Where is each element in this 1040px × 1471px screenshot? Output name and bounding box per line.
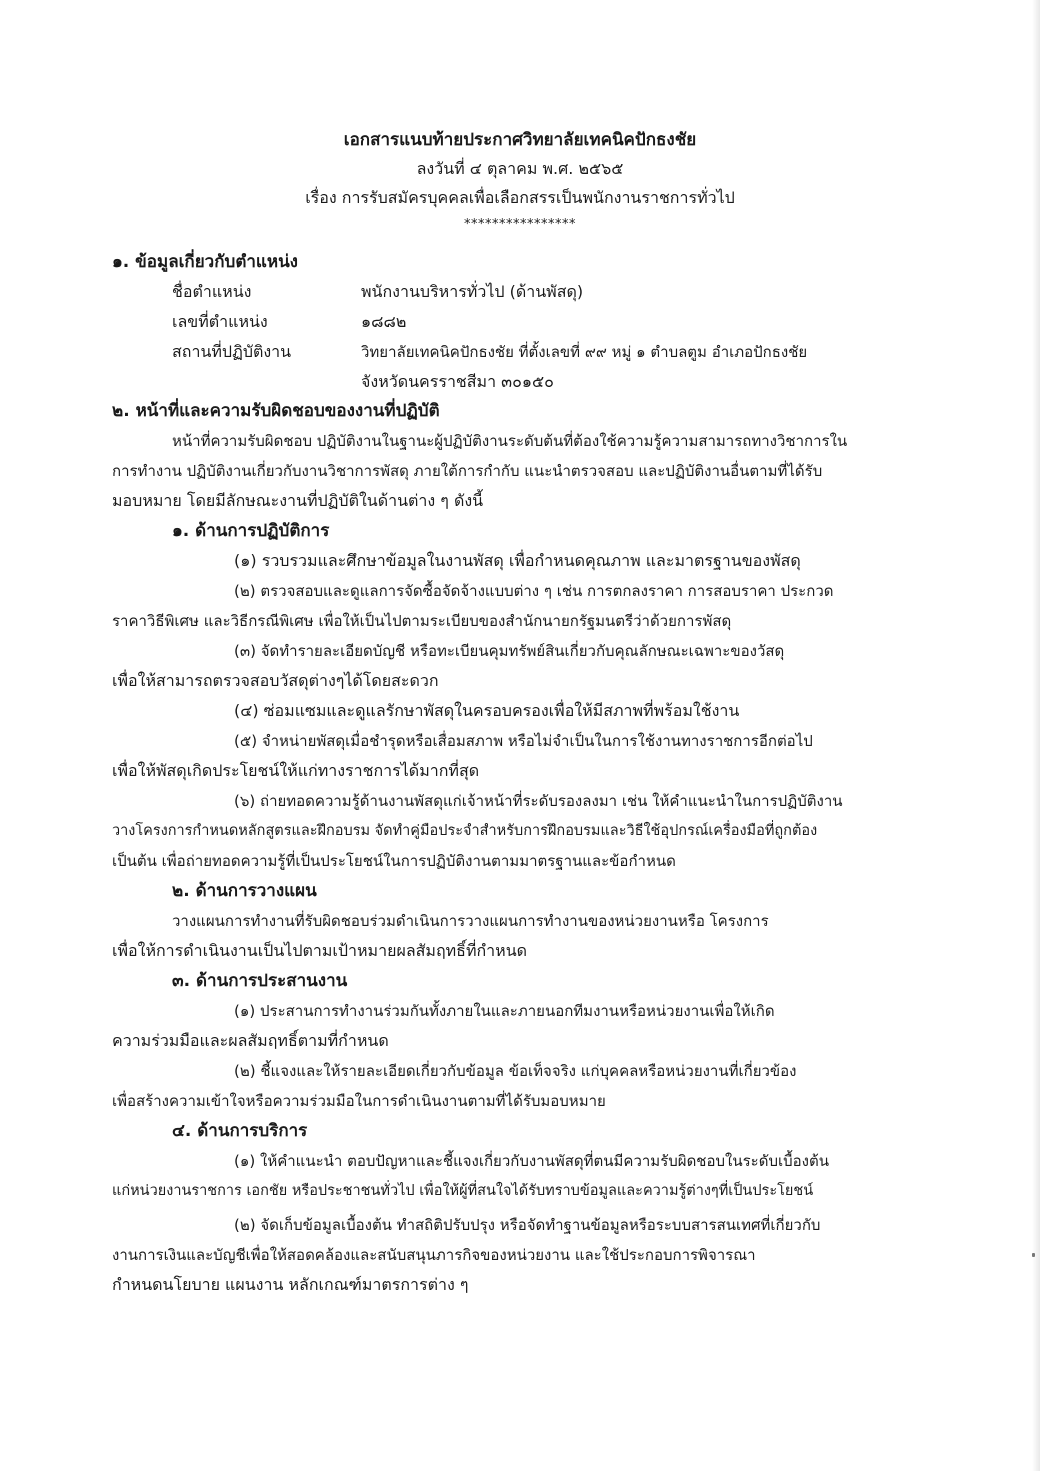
label-position-name: ชื่อตำแหน่ง [172, 282, 252, 301]
planning-text: เพื่อให้การดำเนินงานเป็นไปตามเป้าหมายผลสัมฤทธิ์ที่กำหนด [112, 941, 528, 960]
subsection-service-heading: ๔. ด้านการบริการ [172, 1121, 308, 1141]
duty-item-continued: เพื่อให้พัสดุเกิดประโยชน์ให้แก่ทางราชการได้มากที่สุด [112, 761, 480, 780]
value-position-name: พนักงานบริหารทั่วไป (ด้านพัสดุ) [361, 282, 584, 301]
duty-item: (๕) จำหน่ายพัสดุเมื่อชำรุดหรือเสื่อมสภาพ หรือไม่จำเป็นในการใช้งานทางราชการอีกต่อไป [234, 732, 813, 750]
document-subject: เรื่อง การรับสมัครบุคคลเพื่อเลือกสรรเป็นพนักงานราชการทั่วไป [305, 188, 735, 207]
subsection-coordination-heading: ๓. ด้านการประสานงาน [172, 971, 348, 991]
scan-speck [1032, 1253, 1035, 1257]
duty-item: (๓) จัดทำรายละเอียดบัญชี หรือทะเบียนคุมทรัพย์สินเกี่ยวกับคุณลักษณะเฉพาะของวัสดุ [234, 642, 785, 660]
label-position-number: เลขที่ตำแหน่ง [172, 312, 268, 331]
duty-item: (๔) ซ่อมแซมและดูแลรักษาพัสดุในครอบครองเพื่อให้มีสภาพที่พร้อมใช้งาน [234, 701, 740, 720]
duty-item: (๒) ตรวจสอบและดูแลการจัดซื้อจัดจ้างแบบต่าง ๆ เช่น การตกลงราคา การสอบราคา ประกวด [234, 582, 834, 600]
duty-item-continued: วางโครงการกำหนดหลักสูตรและฝึกอบรม จัดทำคู่มือประจำสำหรับการฝึกอบรมและวิธีใช้อุปกรณ์เครื่องมือที่ถูกต้อง [112, 823, 818, 839]
value-workplace-province: จังหวัดนครราชสีมา ๓๐๑๕๐ [361, 372, 554, 391]
document-date: ลงวันที่ ๔ ตุลาคม พ.ศ. ๒๕๖๕ [416, 159, 624, 178]
label-workplace: สถานที่ปฏิบัติงาน [172, 342, 292, 361]
duty-item-continued: เพื่อให้สามารถตรวจสอบวัสดุต่างๆได้โดยสะดวก [112, 671, 439, 690]
planning-text: วางแผนการทำงานที่รับผิดชอบร่วมดำเนินการวางแผนการทำงานของหน่วยงานหรือ โครงการ [172, 912, 769, 930]
section-1-heading: ๑. ข้อมูลเกี่ยวกับตำแหน่ง [112, 252, 298, 272]
separator-stars: **************** [464, 217, 576, 232]
value-workplace: วิทยาลัยเทคนิคปักธงชัย ที่ตั้งเลขที่ ๙๙ หมู่ ๑ ตำบลตูม อำเภอปักธงชัย [361, 343, 808, 361]
coordination-item-continued: เพื่อสร้างความเข้าใจหรือความร่วมมือในการดำเนินงานตามที่ได้รับมอบหมาย [112, 1092, 606, 1110]
subsection-planning-heading: ๒. ด้านการวางแผน [172, 881, 317, 901]
coordination-item: (๒) ชี้แจงและให้รายละเอียดเกี่ยวกับข้อมูล ข้อเท็จจริง แก่บุคคลหรือหน่วยงานที่เกี่ยวข้อง [234, 1062, 797, 1080]
document-title: เอกสารแนบท้ายประกาศวิทยาลัยเทคนิคปักธงชัย [343, 130, 697, 150]
coordination-item: (๑) ประสานการทำงานร่วมกันทั้งภายในและภายนอกทีมงานหรือหน่วยงานเพื่อให้เกิด [234, 1002, 775, 1020]
service-item: (๑) ให้คำแนะนำ ตอบปัญหาและชี้แจงเกี่ยวกับงานพัสดุที่ตนมีความรับผิดชอบในระดับเบื้องต้น [234, 1152, 829, 1170]
duty-item: (๖) ถ่ายทอดความรู้ด้านงานพัสดุแก่เจ้าหน้าที่ระดับรองลงมา เช่น ให้คำแนะนำในการปฏิบัติงาน [234, 792, 843, 810]
section-2-heading: ๒. หน้าที่และความรับผิดชอบของงานที่ปฏิบัติ [112, 401, 440, 421]
coordination-item-continued: ความร่วมมือและผลสัมฤทธิ์ตามที่กำหนด [112, 1031, 389, 1050]
value-position-number: ๑๘๘๒ [361, 312, 407, 331]
service-item-continued: งานการเงินและบัญชีเพื่อให้สอดคล้องและสนับสนุนภารกิจของหน่วยงาน และใช้ประกอบการพิจารณา [112, 1246, 756, 1264]
service-item-continued: กำหนดนโยบาย แผนงาน หลักเกณฑ์มาตรการต่าง ๆ [112, 1275, 469, 1294]
duty-item-continued: เป็นต้น เพื่อถ่ายทอดความรู้ที่เป็นประโยชน์ในการปฏิบัติงานตามมาตรฐานและข้อกำหนด [112, 852, 676, 870]
service-item-continued: แก่หน่วยงานราชการ เอกชัย หรือประชาชนทั่วไป เพื่อให้ผู้ที่สนใจได้รับทราบข้อมูลและความรู้ต่างๆที่เป็นประโยชน์ [112, 1183, 814, 1199]
service-item: (๒) จัดเก็บข้อมูลเบื้องต้น ทำสถิติปรับปรุง หรือจัดทำฐานข้อมูลหรือระบบสารสนเทศที่เกี่ยวกับ [234, 1216, 821, 1234]
duty-item-continued: ราคาวิธีพิเศษ และวิธีกรณีพิเศษ เพื่อให้เป็นไปตามระเบียบของสำนักนายกรัฐมนตรีว่าด้วยการพัสดุ [112, 612, 732, 630]
intro-line: มอบหมาย โดยมีลักษณะงานที่ปฏิบัติในด้านต่าง ๆ ดังนี้ [112, 491, 484, 510]
subsection-operations-heading: ๑. ด้านการปฏิบัติการ [172, 521, 330, 541]
intro-line: การทำงาน ปฏิบัติงานเกี่ยวกับงานวิชาการพัสดุ ภายใต้การกำกับ แนะนำตรวจสอบ และปฏิบัติงานอื่นตามที่ได้รับ [112, 462, 823, 480]
duty-item: (๑) รวบรวมและศึกษาข้อมูลในงานพัสดุ เพื่อกำหนดคุณภาพ และมาตรฐานของพัสดุ [234, 551, 801, 570]
intro-line: หน้าที่ความรับผิดชอบ ปฏิบัติงานในฐานะผู้ปฏิบัติงานระดับต้นที่ต้องใช้ความรู้ความสามารถทางวิชาการใน [172, 432, 848, 450]
